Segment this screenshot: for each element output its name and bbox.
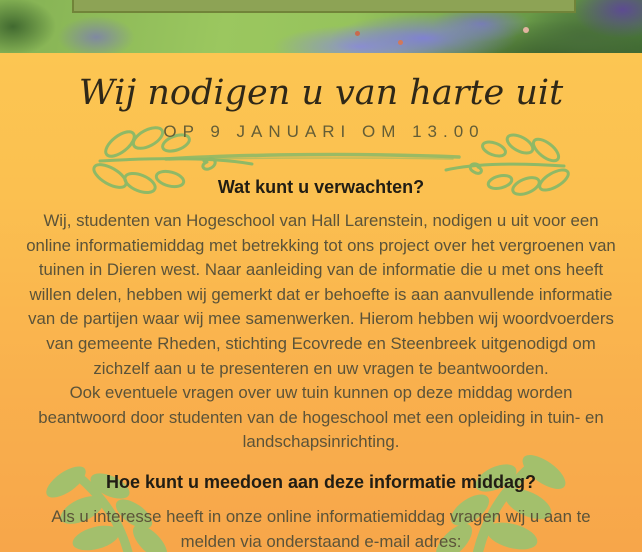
paragraph-what-main: Wij, studenten van Hogeschool van Hall Larenstein, nodigen u uit voor een online informatiemiddag met betrekking tot ons project over het vergroenen van tuinen in Dieren west. Naar aanleiding van de informatie die u met ons heeft willen delen, hebben wij gemerkt dat er behoefte is aan aanvullende informatie van de partijen waar wij mee samenwerken. Hierom hebben wij woordvoerders van gemeente Rheden, stichting Ecovrede en Steenbreek uitgenodigd om zichzelf aan u te presenteren en uw vragen te beantwoorden. (26, 211, 616, 378)
invitation-title: Wij nodigen u van harte uit (78, 73, 564, 113)
heading-what-to-expect: Wat kunt u verwachten? (217, 177, 425, 197)
heading-how-to-join: Hoe kunt u meedoen aan deze informatie middag? (105, 471, 537, 492)
paragraph-how-to-join: Als u interesse heeft in onze online informatiemiddag vragen wij u aan te melden via onderstaand e-mail adres: (51, 506, 591, 551)
event-date: OP 9 JANUARI OM 13.00 (163, 122, 485, 141)
paragraph-what-extra: Ook eventuele vragen over uw tuin kunnen op deze middag worden beantwoord door studenten van de hogeschool met een opleiding in tuin- en landschapsinrichting. (38, 383, 604, 452)
